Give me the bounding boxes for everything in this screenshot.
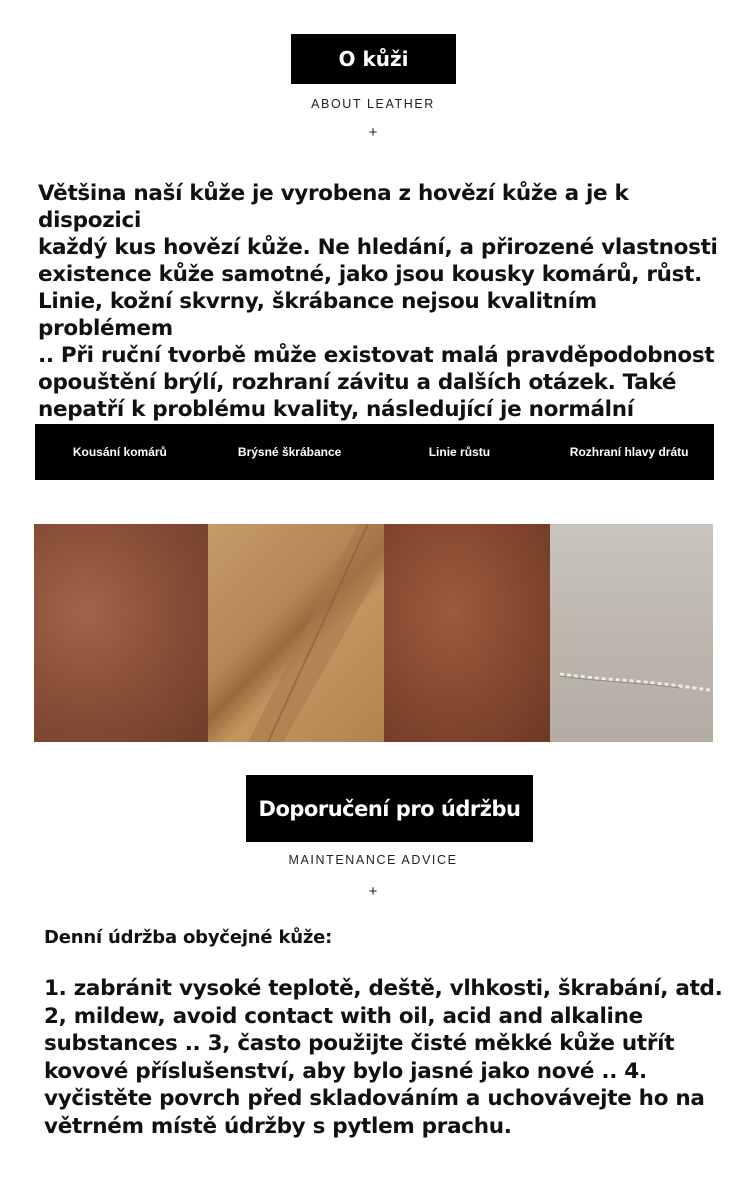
header-growth-lines: Linie růstu	[428, 445, 491, 459]
header-scratches: Brýsné škrábance	[237, 445, 342, 459]
leather-swatches	[34, 524, 713, 742]
header-thread-interface: Rozhraní hlavy drátu	[569, 445, 689, 459]
advice-text	[44, 975, 724, 1140]
growth-line-leather-image	[384, 524, 550, 742]
mosquito-bite-leather-image	[34, 524, 208, 742]
about-title: O kůži	[291, 34, 456, 84]
intro-line: Většina naší kůže je vyrobena z hovězí kůže a je k dispozici	[38, 181, 629, 233]
intro-line: .. Při ruční tvorbě může existovat malá pravděpodobnost	[38, 343, 715, 368]
intro-line: opouštění brýlí, rozhraní závitu a dalších otázek. Také	[38, 370, 677, 395]
daily-care-heading: Denní údržba obyčejné kůže:	[44, 927, 333, 948]
about-subtitle: ABOUT LEATHER	[311, 97, 435, 111]
phenomena-header-bar	[35, 424, 714, 480]
intro-line: nepatří k problému kvality, následující je normální	[38, 397, 634, 422]
intro-line: existence kůže samotné, jako jsou kousky komárů, růst.	[38, 262, 702, 287]
maintenance-subtitle: MAINTENANCE ADVICE	[288, 853, 458, 867]
thread-interface-leather-image	[550, 524, 713, 742]
intro-text	[38, 180, 738, 450]
advice-line: větrném místě údržby s pytlem prachu.	[44, 1113, 512, 1139]
scratch-leather-image	[208, 524, 384, 742]
advice-line: 2, mildew, avoid contact with oil, acid and alkaline	[44, 1003, 643, 1029]
plus-icon: +	[368, 883, 378, 900]
intro-line: každý kus hovězí kůže. Ne hledání, a přirozené vlastnosti	[38, 235, 718, 260]
intro-line: Linie, kožní skvrny, škrábance nejsou kvalitním problémem	[38, 289, 597, 341]
advice-line: vyčistěte povrch před skladováním a uchovávejte ho na	[44, 1086, 705, 1111]
plus-icon: +	[368, 124, 378, 141]
maintenance-title: Doporučení pro údržbu	[246, 775, 533, 842]
advice-line: 1. zabránit vysoké teplotě, deště, vlhkosti, škrabání, atd.	[44, 976, 723, 1001]
advice-line: substances .. 3, často použijte čisté měkké kůže utřít	[44, 1031, 675, 1056]
header-mosquito-bites: Kousání komárů	[72, 445, 167, 459]
advice-line: kovové příslušenství, aby bylo jasné jako nové .. 4.	[44, 1058, 647, 1084]
